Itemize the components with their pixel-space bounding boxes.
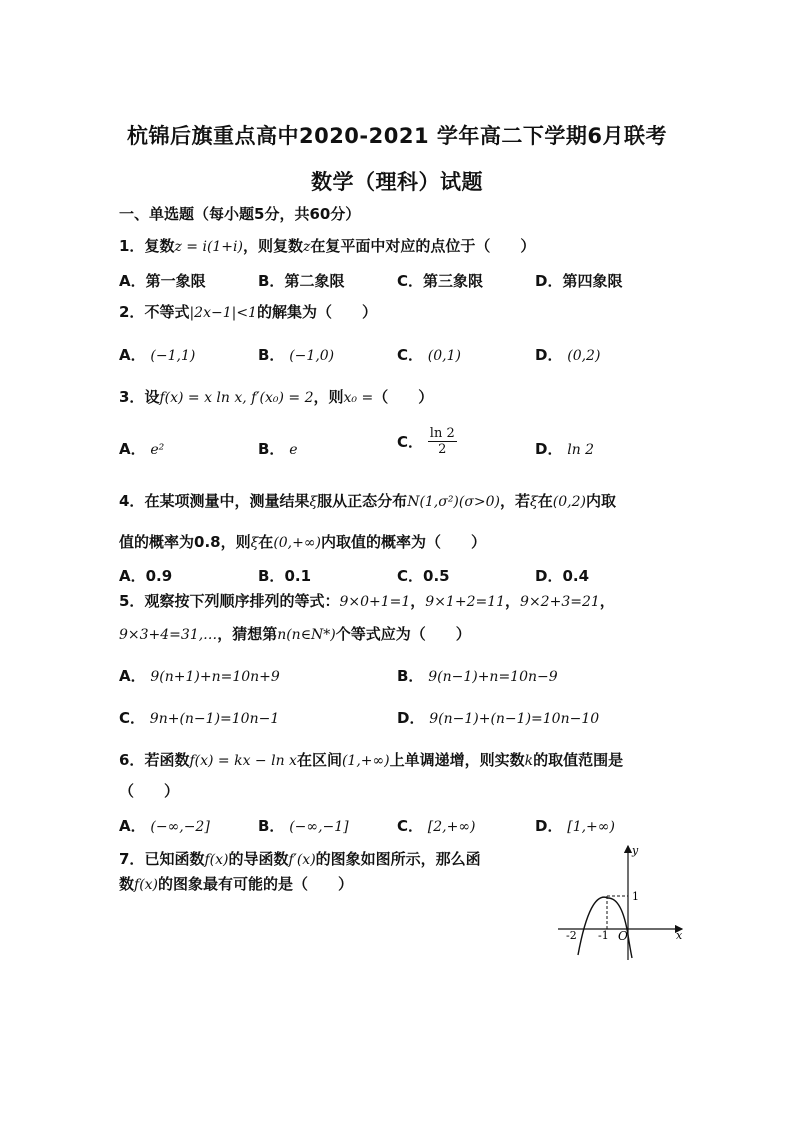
question-number: 5． [119,592,145,610]
question-5-cont [119,623,471,644]
option-label: A． [119,272,146,290]
option-label: B． [397,667,424,685]
option-c [397,344,461,365]
option-c [119,707,279,728]
option-label: C． [397,433,424,451]
question-2 [119,301,377,322]
question-text: ，则 [313,388,344,406]
question-number: 6． [119,751,145,769]
option-label: A． [119,667,146,685]
option-b [258,565,311,586]
option-text: 第四象限 [562,272,623,290]
math-expr: N(1,σ²)(σ>0) [407,494,501,510]
math-expr: f(x) = kx − ln x [189,753,297,769]
option-c [397,815,475,836]
exam-title-line1: 杭锦后旗重点高中2020-2021 学年高二下学期6月联考 [126,124,668,148]
tick-label-neg2: -2 [566,929,577,942]
math-expr: f(x) [134,877,159,893]
option-text: 9(n−1)+(n−1)=10n−10 [429,711,600,727]
question-7 [119,848,481,869]
option-text: 9(n−1)+n=10n−9 [428,669,558,685]
question-text: ，若 [500,492,531,510]
question-text: 在某项测量中，测量结果 [144,492,310,510]
option-d [535,438,594,459]
option-text: (0,1) [427,348,461,364]
option-a [119,438,164,459]
option-b [258,270,344,291]
option-label: A． [119,346,146,364]
option-label: B． [258,346,285,364]
option-text: (−∞,−2] [150,819,210,835]
option-d [535,565,589,586]
math-expr: ξ [309,494,318,510]
question-text: 观察按下列顺序排列的等式： [144,592,340,610]
question-text: 的图象最有可能的是（ ） [158,875,354,893]
origin-label: O [618,929,628,943]
option-label: D． [535,567,563,585]
option-text: (−1,1) [150,348,196,364]
option-text: ln 2 [567,442,595,458]
option-a [119,344,195,365]
option-text: (0,2) [567,348,601,364]
option-a [119,665,280,686]
option-label: C． [397,567,424,585]
question-text: 在 [537,492,553,510]
question-text: ，则复数 [242,237,303,255]
option-label: B． [258,817,285,835]
option-text: 第一象限 [145,272,206,290]
option-text: [2,+∞) [427,819,476,835]
question-text: 内取值的概率为（ ） [321,533,487,551]
question-text: 在复平面中对应的点位于（ ） [310,237,536,255]
option-label: A． [119,440,146,458]
question-text: （ ） [373,388,434,406]
option-label: D． [535,272,563,290]
question-text: 上单调递增，则实数 [389,751,525,769]
option-label: D． [535,440,563,458]
question-7-cont [119,873,353,894]
question-text: 值的概率为0.8，则 [119,533,251,551]
option-text: e [289,442,298,458]
option-d [535,815,615,836]
separator: ， [505,592,521,610]
option-b [258,438,298,459]
question-3 [119,386,433,407]
question-text: 在区间 [296,751,342,769]
question-text: 设 [144,388,160,406]
question-text: 复数 [144,237,175,255]
option-a [119,565,172,586]
math-expr: 9×3+4=31,… [119,627,218,643]
math-expr: 9×1+2=11 [425,594,506,610]
option-text: [1,+∞) [567,819,615,835]
option-label: C． [397,346,424,364]
option-d [535,270,622,291]
y-axis-label: y [632,844,639,857]
option-d [397,707,599,728]
question-text: 已知函数 [144,850,205,868]
question-text: 不等式 [144,303,190,321]
option-text: (−1,0) [289,348,335,364]
math-expr: ξ [250,535,259,551]
separator: ， [599,592,615,610]
option-label: A． [119,567,146,585]
option-text: 0.9 [145,567,173,585]
option-text: (−∞,−1] [289,819,349,835]
option-label: D． [535,817,563,835]
question-text: 服从正态分布 [317,492,408,510]
question-4 [119,490,616,511]
question-number: 7． [119,850,145,868]
question-text: 的解集为（ ） [256,303,377,321]
question-number: 1． [119,237,145,255]
option-c [397,565,450,586]
section-heading: 一、单选题（每小题5分，共60分） [119,205,361,223]
question-text: 数 [119,875,135,893]
x-axis-label: x [676,929,683,942]
option-label: B． [258,272,285,290]
fraction-numerator: ln 2 [429,426,455,441]
math-expr: n(n∈N*) [277,627,336,643]
question-number: 2． [119,303,145,321]
math-expr: |2x−1|<1 [189,305,257,321]
question-text: 的导函数 [228,850,289,868]
question-1 [119,235,535,256]
question-text: 若函数 [144,751,190,769]
option-label: D． [397,709,425,727]
math-expr: z = i(1+i) [174,239,243,255]
option-text: 0.4 [562,567,590,585]
option-b [258,344,334,365]
question-text: 个等式应为（ ） [335,625,471,643]
option-text: 第三象限 [423,272,484,290]
math-expr: f′(x) [288,852,316,868]
math-expr: 9×2+3=21 [520,594,600,610]
option-text: 0.5 [423,567,450,585]
math-expr: (1,+∞) [341,753,390,769]
option-label: A． [119,817,146,835]
option-a [119,815,210,836]
option-label: D． [535,346,563,364]
option-label: C． [397,817,424,835]
math-expr: f(x) [204,852,229,868]
option-c [397,270,483,291]
question-text: 在 [258,533,274,551]
option-label: C． [397,272,424,290]
option-text: 9n+(n−1)=10n−1 [149,711,280,727]
question-5 [119,590,615,611]
option-c [397,426,457,457]
option-text: 0.1 [284,567,312,585]
exam-title-line2: 数学（理科）试题 [311,170,483,194]
question-number: 4． [119,492,145,510]
question-text: 的取值范围是 [533,751,624,769]
option-b [258,815,349,836]
question-6-cont [119,780,179,801]
math-expr: f(x) = x ln x, f′(x₀) = 2 [159,390,314,406]
math-expr: 9×0+1=1 [339,594,411,610]
question-text: ，猜想第 [217,625,278,643]
question-number: 3． [119,388,145,406]
option-text: 9(n+1)+n=10n+9 [150,669,280,685]
separator: ， [410,592,426,610]
option-label: C． [119,709,146,727]
question-text: 内取 [585,492,616,510]
option-d [535,344,600,365]
math-expr: ξ [530,494,538,510]
math-expr: (0,2) [552,494,586,510]
question-4-cont [119,531,486,552]
math-expr: (0,+∞) [273,535,321,551]
math-expr: k [524,753,534,769]
question-6 [119,749,623,770]
tick-label-one: 1 [632,890,639,903]
math-expr: z [303,239,311,255]
math-expr: x₀ = [343,390,374,406]
question-text: （ ） [119,782,180,800]
option-text: e² [150,442,165,458]
derivative-curve [578,897,632,958]
option-b [397,665,558,686]
question-text: 的图象如图所示，那么函 [315,850,481,868]
option-label: B． [258,567,285,585]
fraction [428,426,457,457]
option-a [119,270,206,291]
derivative-graph-figure [552,840,692,965]
option-text: 第二象限 [284,272,345,290]
option-label: B． [258,440,285,458]
fraction-denominator: 2 [438,442,447,457]
tick-label-neg1: -1 [598,929,609,942]
